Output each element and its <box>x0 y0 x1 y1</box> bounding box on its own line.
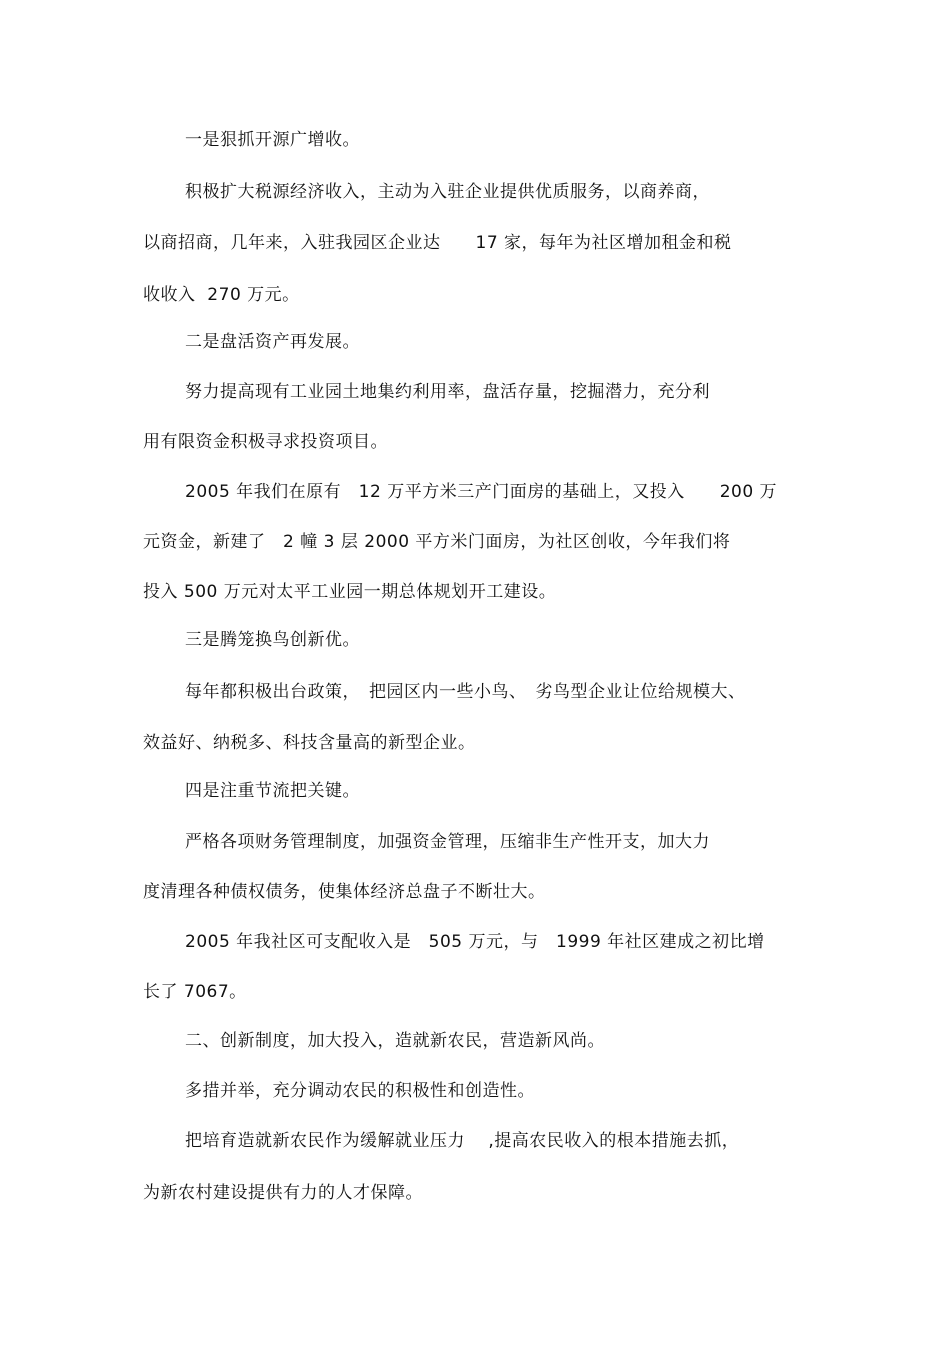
text-line-4: 收收入 270 万元。 <box>143 285 300 305</box>
text-line-18: 长了 7067。 <box>143 982 247 1002</box>
text-line-8: 2005 年我们在原有 12 万平方米三产门面房的基础上，又投入 200 万 <box>185 482 778 502</box>
text-line-9: 元资金，新建了 2 幢 3 层 2000 平方米门面房，为社区创收，今年我们将 <box>143 532 731 552</box>
text-line-6: 努力提高现有工业园土地集约利用率，盘活存量，挖掘潜力，充分利 <box>185 382 710 402</box>
text-line-17: 2005 年我社区可支配收入是 505 万元，与 1999 年社区建成之初比增 <box>185 932 765 952</box>
text-line-19: 二、创新制度，加大投入，造就新农民，营造新风尚。 <box>185 1031 605 1051</box>
text-line-3: 以商招商，几年来，入驻我园区企业达 17 家，每年为社区增加租金和税 <box>143 233 732 253</box>
text-line-16: 度清理各种债权债务，使集体经济总盘子不断壮大。 <box>143 882 546 902</box>
text-line-2: 积极扩大税源经济收入，主动为入驻企业提供优质服务，以商养商， <box>185 182 710 202</box>
text-line-12: 每年都积极出台政策， 把园区内一些小鸟、 劣鸟型企业让位给规模大、 <box>185 682 746 702</box>
text-line-10: 投入 500 万元对太平工业园一期总体规划开工建设。 <box>143 582 557 602</box>
text-line-11: 三是腾笼换鸟创新优。 <box>185 630 360 650</box>
text-line-22: 为新农村建设提供有力的人才保障。 <box>143 1183 423 1203</box>
text-line-15: 严格各项财务管理制度，加强资金管理，压缩非生产性开支，加大力 <box>185 832 710 852</box>
text-line-5: 二是盘活资产再发展。 <box>185 332 360 352</box>
text-line-21: 把培育造就新农民作为缓解就业压力 ,提高农民收入的根本措施去抓， <box>185 1131 740 1151</box>
text-line-7: 用有限资金积极寻求投资项目。 <box>143 432 388 452</box>
text-line-14: 四是注重节流把关键。 <box>185 781 360 801</box>
text-line-13: 效益好、纳税多、科技含量高的新型企业。 <box>143 733 476 753</box>
text-line-20: 多措并举，充分调动农民的积极性和创造性。 <box>185 1081 535 1101</box>
text-line-1: 一是狠抓开源广增收。 <box>185 130 360 150</box>
